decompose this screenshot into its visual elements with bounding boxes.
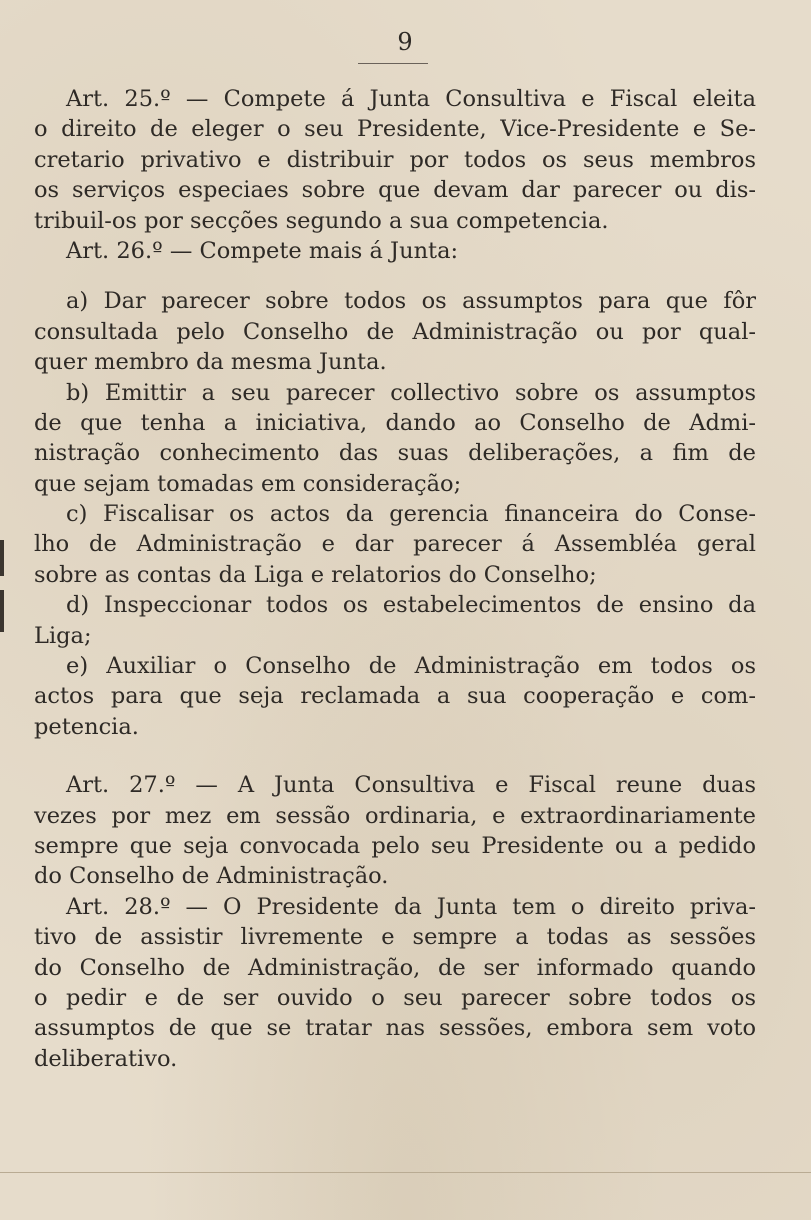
- text-line: Art. 28.º — O Presidente da Junta tem o direito priva-: [66, 893, 756, 920]
- text-line: tivo de assistir livremente e sempre a todas as sessões: [34, 924, 756, 951]
- item-c-line: c) Fiscalisar os actos da gerencia financeira do Conse-: [66, 501, 756, 528]
- text-line: petencia.: [34, 713, 139, 740]
- text-line: Art. 27.º — A Junta Consultiva e Fiscal reune duas: [66, 772, 756, 799]
- text-line: do Conselho de Administração, de ser informado quando: [34, 954, 756, 981]
- text-line: o pedir e de ser ouvido o seu parecer sobre todos os: [34, 984, 756, 1011]
- edge-mark: [0, 590, 4, 632]
- article-28: [34, 892, 756, 1074]
- text-line: consultada pelo Conselho de Administração ou por qual-: [34, 318, 756, 345]
- bottom-edge-rule: [0, 1172, 811, 1173]
- page-number-rule: [358, 63, 428, 64]
- text-line: Liga;: [34, 622, 92, 649]
- text-line: do Conselho de Administração.: [34, 863, 389, 890]
- page-number: 9: [397, 28, 414, 56]
- text-line: Art. 25.º — Compete á Junta Consultiva e Fiscal eleita: [66, 86, 756, 112]
- text-line: o direito de eleger o seu Presidente, Vice-Presidente e Se-: [34, 116, 756, 143]
- text-line: que sejam tomadas em consideração;: [34, 470, 462, 497]
- item-d-line: d) Inspeccionar todos os estabelecimentos de ensino da: [66, 592, 756, 619]
- text-line: assumptos de que se tratar nas sessões, embora sem voto: [34, 1015, 756, 1042]
- document-body: [34, 84, 756, 1074]
- article-26: [34, 236, 756, 742]
- text-line: lho de Administração e dar parecer á Assembléa geral: [34, 531, 756, 558]
- text-line: os serviços especiaes sobre que devam dar parecer ou dis-: [34, 177, 756, 204]
- item-a-line: a) Dar parecer sobre todos os assumptos para que fôr: [66, 288, 756, 315]
- item-b-line: b) Emittir a seu parecer collectivo sobre os assumptos: [66, 379, 756, 406]
- article-25: [34, 84, 756, 236]
- item-e-line: e) Auxiliar o Conselho de Administração em todos os: [66, 653, 756, 680]
- text-line: Art. 26.º — Compete mais á Junta:: [66, 237, 459, 264]
- text-line: sobre as contas da Liga e relatorios do Conselho;: [34, 561, 597, 588]
- article-27: [34, 770, 756, 892]
- text-line: sempre que seja convocada pelo seu Presidente ou a pedido: [34, 832, 756, 859]
- text-line: tribuil-os por secções segundo a sua competencia.: [34, 207, 609, 234]
- text-line: deliberativo.: [34, 1045, 178, 1072]
- text-line: quer membro da mesma Junta.: [34, 349, 387, 376]
- text-line: nistração conhecimento das suas deliberações, a fim de: [34, 440, 756, 467]
- text-line: actos para que seja reclamada a sua cooperação e com-: [34, 683, 756, 710]
- text-line: de que tenha a iniciativa, dando ao Conselho de Admi-: [34, 409, 756, 436]
- text-line: cretario privativo e distribuir por todos os seus membros: [34, 146, 756, 173]
- text-line: vezes por mez em sessão ordinaria, e extraordinariamente: [34, 802, 756, 829]
- edge-mark: [0, 540, 4, 576]
